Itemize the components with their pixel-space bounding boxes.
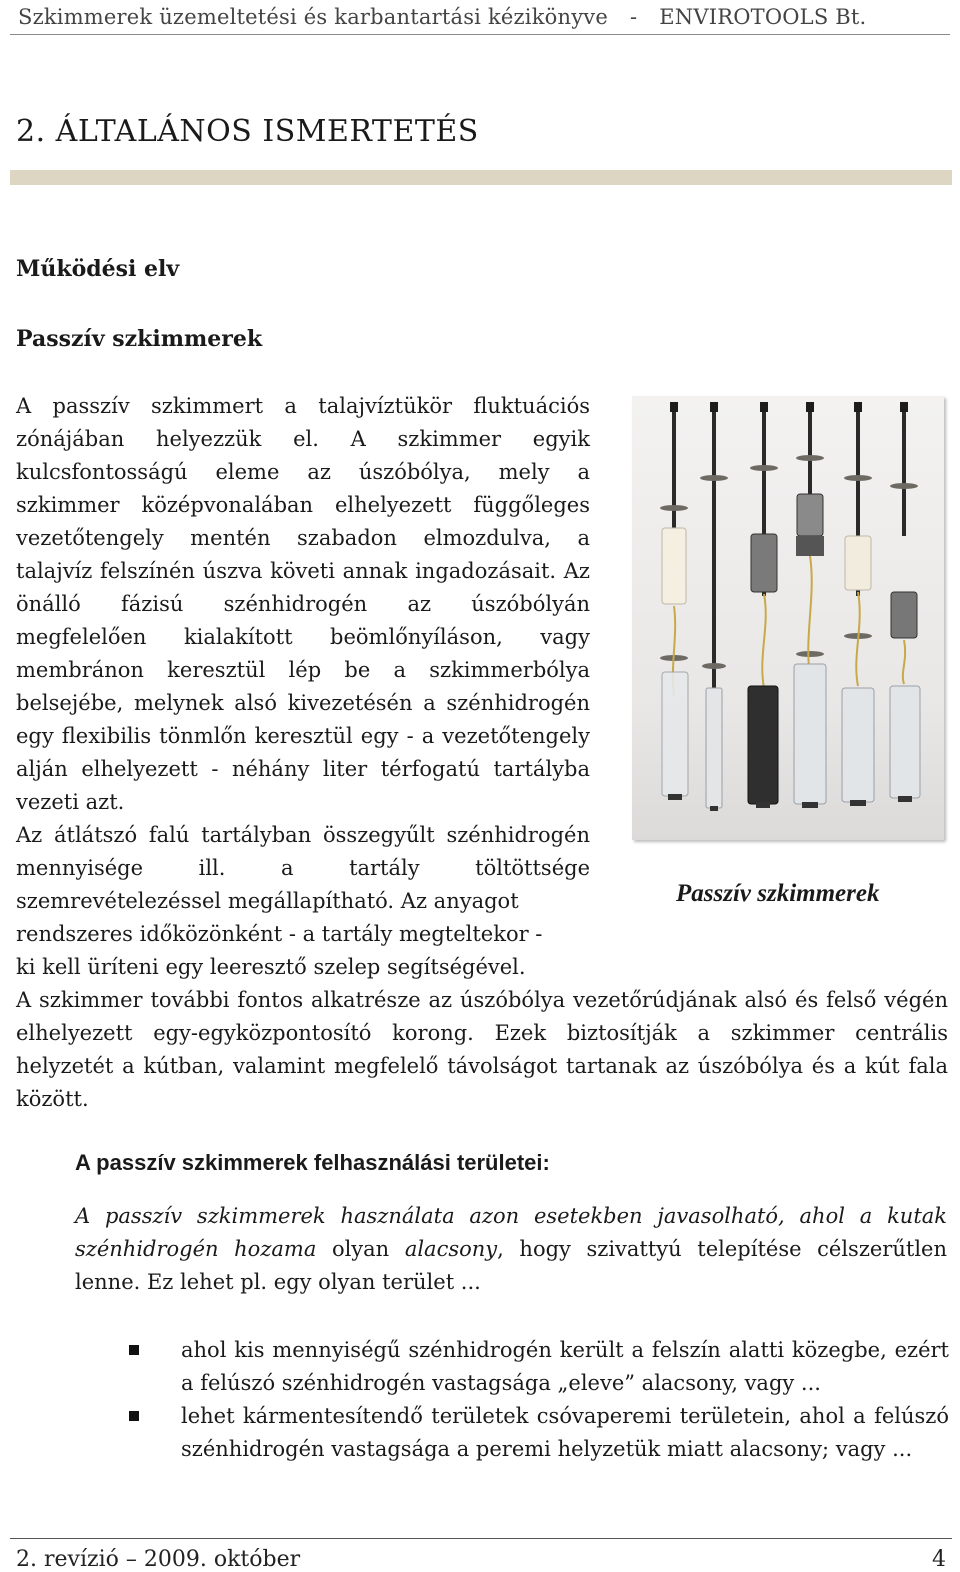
intro-paragraph-2: Az átlátszó falú tartályban összegyűlt szénhidrogén mennyisége ill. a tartály töltöttsége szemrevételezéssel megállapítható. Az anyagot <box>16 823 590 913</box>
uses-paragraph <box>75 1200 947 1299</box>
intro-paragraph-3: A szkimmer további fontos alkatrésze az úszóbólya vezetőrúdjának alsó és felső végén elhelyezett egy-egyközpontosító korong. Ezek biztosítják a szkimmer centrális helyzetét a kútban, valamint megfelelő távolságot tartanak az úszóbólya és a kút fala között. <box>16 988 948 1111</box>
header-company: ENVIROTOOLS Bt. <box>659 5 867 29</box>
list-item <box>125 1334 949 1400</box>
intro-paragraph-1: A passzív szkimmert a talajvíztükör fluktuációs zónájában helyezzük el. A szkimmer egyik kulcsfontosságú eleme az úszóbólya, mely a szkimmer középvonalában elhelyezett függőleges vezetőtengely mentén szabadon elmozdulva, a talajvíz felszínén úszva követi annak ingadozásait. Az önálló fázisú szénhidrogén az úszóbólyán megfelelően kialakított beömlőnyíláson, vagy membránon keresztül lép be a szkimmerbólya belsejébe, melynek alsó kivezetésén a szénhidrogén egy flexibilis tönmlőn keresztül egy - a vezetőtengely alján elhelyezett - néhány liter térfogatú tartályba vezeti azt. <box>16 394 590 814</box>
header-title: Szkimmerek üzemeltetési és karbantartási kézikönyve <box>18 5 608 29</box>
uses-bullet-list <box>125 1334 949 1466</box>
skimmer-photo <box>632 396 944 840</box>
subsection-principle: Működési elv <box>16 256 180 282</box>
uses-italic-1: A passzív szkimmerek használata azon esetekben javasolható, ahol a kutak szénhidrogén hozama <box>75 1204 947 1261</box>
list-item <box>125 1400 949 1466</box>
subsection-passive: Passzív szkimmerek <box>16 326 263 352</box>
bullet-square-icon <box>129 1345 139 1355</box>
intro-line: ki kell üríteni egy leeresztő szelep segítségével. <box>16 955 526 979</box>
intro-text <box>16 390 590 918</box>
uses-title: A passzív szkimmerek felhasználási területei: <box>75 1150 550 1175</box>
intro-line: rendszeres időközönként - a tartály megteltekor - <box>16 922 543 946</box>
skimmer-photo-illustration <box>632 396 944 840</box>
uses-text-1: olyan <box>316 1237 405 1261</box>
page-header <box>10 0 950 35</box>
section-title: 2. ÁLTALÁNOS ISMERTETÉS <box>16 114 479 149</box>
bullet-text: lehet kármentesítendő területek csóvaperemi területein, ahol a felúszó szénhidrogén vastagsága a peremi helyzetük miatt alacsony; vagy ... <box>181 1404 949 1461</box>
photo-caption: Passzív szkimmerek <box>676 880 880 907</box>
section-title-rule <box>10 170 952 185</box>
header-separator: - <box>629 5 638 29</box>
uses-italic-2: alacsony <box>404 1237 498 1261</box>
bullet-square-icon <box>129 1411 139 1421</box>
footer-page-number: 4 <box>932 1547 946 1572</box>
uses-text-rest: , hogy szivattyú telepítése célszerűtlen lenne. Ez lehet pl. egy olyan terület ... <box>75 1237 947 1294</box>
intro-paragraph-2-tail <box>16 918 606 984</box>
footer-revision: 2. revízió – 2009. október <box>16 1547 301 1572</box>
bullet-text: ahol kis mennyiségű szénhidrogén került a felszín alatti közegbe, ezért a felúszó szénhidrogén vastagsága „eleve” alacsony, vagy ... <box>181 1338 949 1395</box>
page-footer <box>10 1538 952 1572</box>
